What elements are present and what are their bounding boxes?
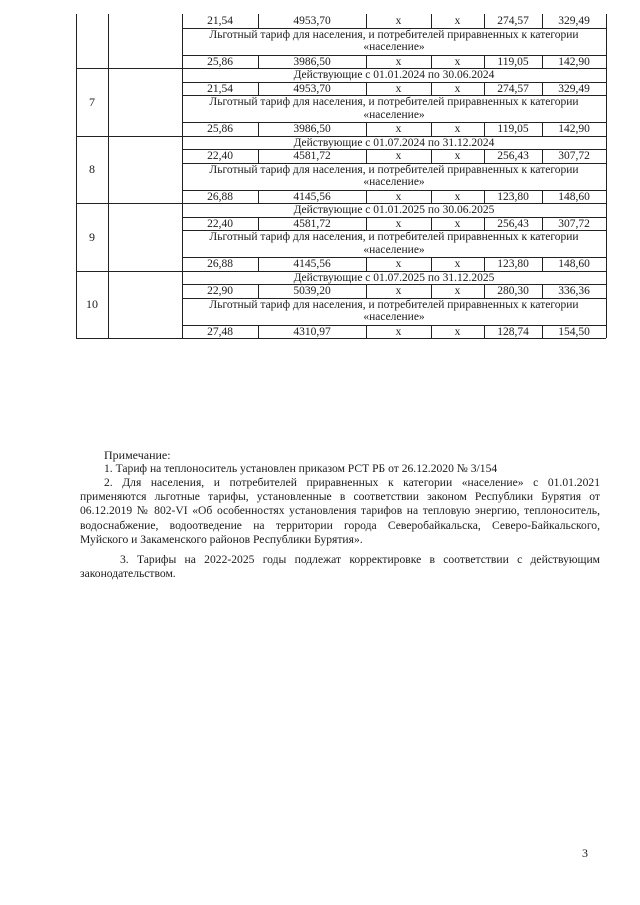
base-tariff-row-cell: 307,72	[558, 217, 590, 230]
table-rule	[366, 149, 367, 163]
preferential-tariff-label: Льготный тариф для населения, и потребителей приравненных к категории «население»	[209, 231, 579, 256]
table-rule	[484, 325, 485, 339]
preferential-tariff-row-cell: 26,88	[207, 258, 233, 270]
table-rule	[366, 217, 367, 231]
table-name-column-border	[182, 14, 183, 338]
preferential-tariff-row-cell: 4310,97	[293, 325, 331, 338]
preferential-tariff-row-cell: x	[395, 190, 402, 203]
preferential-tariff-row-cell: 142,90	[558, 123, 590, 135]
preferential-tariff-row-cell: 3986,50	[293, 55, 331, 68]
base-tariff-row-cell: 4953,70	[293, 82, 331, 95]
base-tariff-row-cell: x	[454, 82, 461, 95]
table-rule	[542, 284, 543, 298]
preferential-tariff-row-cell: 3986,50	[293, 123, 331, 135]
table-rule	[542, 257, 543, 271]
note-1: 1. Тариф на теплоноситель установлен приказом РСТ РБ от 26.12.2020 № 3/154	[104, 462, 498, 475]
table-rule	[484, 149, 485, 163]
table-rule	[258, 122, 259, 136]
table-rule	[366, 122, 367, 136]
preferential-tariff-row-cell: x	[395, 55, 402, 68]
preferential-tariff-row-cell: 128,74	[497, 325, 529, 338]
preferential-tariff-row-cell: 119,05	[497, 55, 529, 68]
base-tariff-row-cell: 22,90	[207, 285, 233, 297]
table-rule	[542, 325, 543, 339]
note-2: 2. Для населения, и потребителей приравненных к категории «население» с 01.01.2021 применяются льготные тарифы, установленные в соответствии законом Республики Бурятия от 06.12.2019 № 802-VI «Об особенностях установления тарифов на тепловую энергию, теплоноситель, водоснабжение, водоотведение на территории города Северобайкальска, Северо-Байкальского, Муйского и Закаменского районов Республики Бурятия».	[80, 476, 600, 546]
table-rule	[431, 149, 432, 163]
preferential-tariff-row-cell: 123,80	[497, 190, 529, 203]
base-tariff-row-cell: 21,54	[207, 82, 233, 95]
table-rule	[484, 284, 485, 298]
base-tariff-row-cell: 329,49	[558, 82, 590, 95]
preferential-tariff-row-cell: x	[395, 123, 402, 135]
notes-title: Примечание:	[104, 448, 171, 462]
preferential-tariff-row-cell: 119,05	[497, 123, 529, 135]
top-row-cell: x	[395, 15, 402, 27]
table-rule	[258, 149, 259, 163]
table-rule	[484, 190, 485, 204]
preferential-tariff-row-cell: x	[454, 190, 461, 203]
period-heading: Действующие с 01.07.2024 по 31.12.2024	[293, 136, 495, 149]
table-rule	[542, 82, 543, 96]
base-tariff-row-cell: 256,43	[497, 217, 529, 230]
table-rule	[258, 14, 259, 28]
base-tariff-row-cell: 307,72	[558, 150, 590, 162]
table-right-border	[606, 14, 607, 338]
period-heading: Действующие с 01.01.2025 по 30.06.2025	[293, 204, 495, 216]
table-rule	[366, 190, 367, 204]
top-row-cell: 4953,70	[293, 15, 331, 27]
table-rule	[542, 14, 543, 28]
tariff-table	[76, 14, 606, 426]
table-number-column-border	[108, 14, 109, 338]
period-heading: Действующие с 01.07.2025 по 31.12.2025	[293, 271, 495, 284]
row-number: 7	[89, 94, 95, 109]
table-rule	[366, 325, 367, 339]
preferential-tariff-row-cell: 26,88	[207, 190, 233, 203]
table-rule	[542, 55, 543, 69]
top-row-cell: 274,57	[497, 15, 529, 27]
table-rule	[258, 217, 259, 231]
preferential-tariff-label: Льготный тариф для населения, и потребителей приравненных к категории «население»	[209, 163, 579, 188]
preferential-tariff-row-cell: x	[454, 325, 461, 338]
preferential-tariff-row-cell: x	[454, 123, 461, 135]
table-rule	[366, 55, 367, 69]
base-tariff-row-cell: 4581,72	[293, 150, 331, 162]
preferential-tariff-label: Льготный тариф для населения, и потребителей приравненных к категории «население»	[209, 28, 579, 53]
row-number: 10	[86, 297, 98, 312]
top-row-cell: 21,54	[207, 15, 233, 27]
preferential-tariff-row-cell: 27,48	[207, 325, 233, 338]
preferential-tariff-row-cell: x	[395, 325, 402, 338]
base-tariff-row-cell: 22,40	[207, 217, 233, 230]
table-rule	[431, 14, 432, 28]
table-rule	[484, 82, 485, 96]
table-rule	[542, 149, 543, 163]
table-rule	[431, 284, 432, 298]
table-rule	[484, 257, 485, 271]
base-tariff-row-cell: 5039,20	[293, 285, 331, 297]
base-tariff-row-cell: x	[395, 217, 402, 230]
table-rule	[366, 82, 367, 96]
base-tariff-row-cell: x	[454, 285, 461, 297]
block-rule	[76, 338, 606, 339]
table-rule	[484, 14, 485, 28]
table-rule	[431, 190, 432, 204]
top-row-cell: x	[454, 15, 461, 27]
table-rule	[484, 122, 485, 136]
top-row-cell: 329,49	[558, 15, 590, 27]
table-rule	[366, 257, 367, 271]
table-rule	[484, 55, 485, 69]
base-tariff-row-cell: 256,43	[497, 150, 529, 162]
preferential-tariff-row-cell: 25,86	[207, 123, 233, 135]
note-3: 3. Тарифы на 2022-2025 годы подлежат корректировке в соответствии с действующим законодательством.	[80, 553, 600, 581]
table-rule	[258, 190, 259, 204]
base-tariff-row-cell: 22,40	[207, 150, 233, 162]
table-rule	[258, 257, 259, 271]
preferential-tariff-row-cell: 142,90	[558, 55, 590, 68]
period-heading: Действующие с 01.01.2024 по 30.06.2024	[293, 69, 495, 81]
table-rule	[431, 82, 432, 96]
table-rule	[542, 190, 543, 204]
table-rule	[258, 284, 259, 298]
base-tariff-row-cell: x	[454, 150, 461, 162]
preferential-tariff-label: Льготный тариф для населения, и потребителей приравненных к категории «население»	[209, 96, 579, 121]
row-number: 9	[89, 229, 95, 244]
base-tariff-row-cell: 274,57	[497, 82, 529, 95]
preferential-tariff-row-cell: 25,86	[207, 55, 233, 68]
base-tariff-row-cell: x	[395, 285, 402, 297]
table-rule	[258, 55, 259, 69]
table-rule	[258, 325, 259, 339]
preferential-tariff-row-cell: x	[395, 258, 402, 270]
table-rule	[431, 257, 432, 271]
base-tariff-row-cell: x	[454, 217, 461, 230]
base-tariff-row-cell: x	[395, 82, 402, 95]
preferential-tariff-row-cell: 148,60	[558, 190, 590, 203]
table-rule	[366, 284, 367, 298]
base-tariff-row-cell: x	[395, 150, 402, 162]
table-rule	[258, 82, 259, 96]
table-rule	[542, 122, 543, 136]
table-rule	[431, 55, 432, 69]
table-rule	[484, 217, 485, 231]
page-number: 3	[582, 846, 588, 860]
table-rule	[431, 122, 432, 136]
base-tariff-row-cell: 4581,72	[293, 217, 331, 230]
preferential-tariff-label: Льготный тариф для населения, и потребителей приравненных к категории «население»	[209, 298, 579, 323]
preferential-tariff-row-cell: x	[454, 55, 461, 68]
row-number: 8	[89, 162, 95, 177]
preferential-tariff-row-cell: 4145,56	[293, 258, 331, 270]
preferential-tariff-row-cell: 148,60	[558, 258, 590, 270]
base-tariff-row-cell: 280,30	[497, 285, 529, 297]
table-left-border	[76, 14, 77, 338]
table-rule	[542, 217, 543, 231]
preferential-tariff-row-cell: 4145,56	[293, 190, 331, 203]
base-tariff-row-cell: 336,36	[558, 285, 590, 297]
table-rule	[366, 14, 367, 28]
preferential-tariff-row-cell: x	[454, 258, 461, 270]
preferential-tariff-row-cell: 154,50	[558, 325, 590, 338]
table-rule	[431, 325, 432, 339]
table-rule	[431, 217, 432, 231]
preferential-tariff-row-cell: 123,80	[497, 258, 529, 270]
